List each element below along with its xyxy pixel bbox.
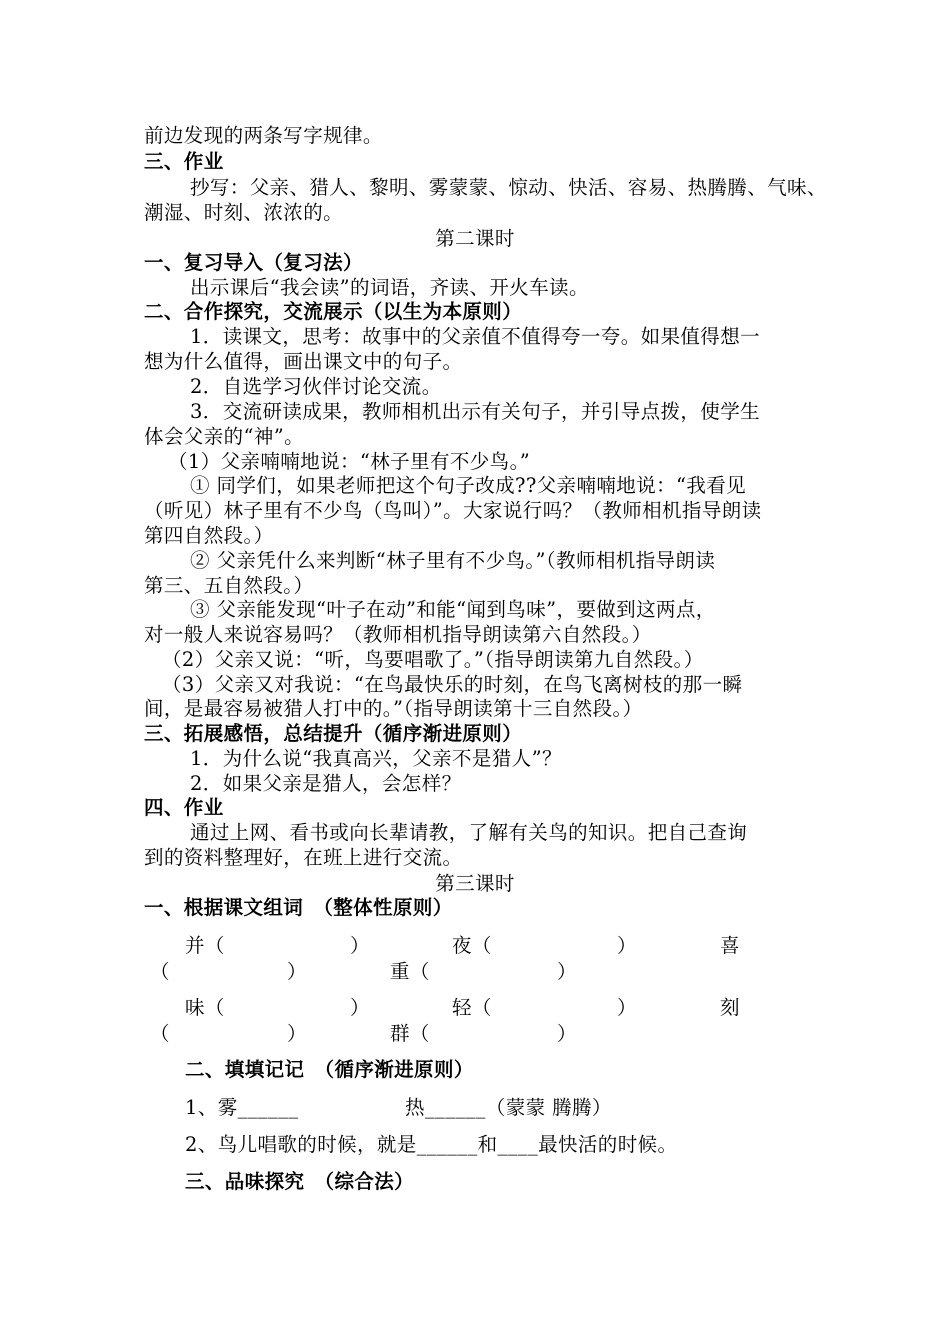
- section-heading: 二、合作探究，交流展示（以生为本原则）: [144, 300, 523, 323]
- text-line: ）: [287, 1022, 307, 1045]
- text-line: 轻（: [452, 996, 492, 1019]
- section-heading: 一、根据课文组词 （整体性原则）: [144, 896, 453, 919]
- text-line: 刻: [720, 996, 740, 1019]
- section-heading: 一、复习导入（复习法）: [144, 251, 363, 274]
- text-line: （2）父亲又说：“听，鸟要唱歌了。”（指导朗读第九自然段。）: [162, 648, 704, 671]
- text-line: ）: [557, 960, 577, 983]
- section-heading: 四、作业: [144, 796, 224, 819]
- text-line: 3．交流研读成果，教师相机出示有关句子，并引导点拨，使学生: [190, 400, 761, 423]
- text-line: 味（: [185, 996, 225, 1019]
- text-line: （: [150, 960, 170, 983]
- section-heading: 三、品味探究 （综合法）: [185, 1170, 415, 1193]
- text-line: ）: [617, 934, 637, 957]
- text-line: ① 同学们，如果老师把这个句子改成??父亲喃喃地说：“我看见: [190, 474, 747, 497]
- text-line: 潮湿、时刻、浓浓的。: [144, 201, 344, 224]
- text-line: 1．读课文，思考：故事中的父亲值不值得夸一夸。如果值得想一: [190, 325, 761, 348]
- text-line: 体会父亲的“神”。: [144, 425, 305, 448]
- text-line: 通过上网、看书或向长辈请教，了解有关鸟的知识。把自己查询: [190, 821, 748, 844]
- text-line: 第三、五自然段。）: [144, 574, 314, 597]
- text-line: 1、雾______: [185, 1096, 299, 1119]
- text-line: 2．如果父亲是猎人，会怎样？: [190, 772, 462, 795]
- text-line: 夜（: [452, 934, 492, 957]
- text-line: 间，是最容易被猎人打中的。”（指导朗读第十三自然段。）: [144, 697, 643, 720]
- text-line: （: [150, 1022, 170, 1045]
- text-line: ③ 父亲能发现“叶子在动”和能“闻到鸟味”，要做到这两点，: [190, 598, 716, 621]
- text-line: （3）父亲又对我说：“在鸟最快乐的时刻，在鸟飞离树枝的那一瞬: [162, 673, 743, 696]
- section-heading: 二、填填记记 （循序渐进原则）: [185, 1058, 474, 1081]
- text-line: ）: [617, 996, 637, 1019]
- section-heading: 三、拓展感悟，总结提升（循序渐进原则）: [144, 722, 523, 745]
- text-line: 对一般人来说容易吗？（教师相机指导朗读第六自然段。）: [144, 623, 652, 646]
- text-line: ）: [350, 996, 370, 1019]
- text-line: 前边发现的两条写字规律。: [144, 124, 383, 147]
- text-line: 1．为什么说“我真高兴，父亲不是猎人”？: [190, 747, 562, 770]
- text-line: 重（: [390, 960, 430, 983]
- text-line: （1）父亲喃喃地说：“林子里有不少鸟。”: [168, 450, 531, 473]
- text-line: ）: [287, 960, 307, 983]
- text-line: 2．自选学习伙伴讨论交流。: [190, 375, 442, 398]
- text-line: 出示课后“我会读”的词语，齐读、开火车读。: [190, 276, 589, 299]
- section-heading: 三、作业: [144, 150, 224, 173]
- text-line: 抄写：父亲、猎人、黎明、雾蒙蒙、惊动、快活、容易、热腾腾、气味、: [190, 176, 827, 199]
- text-line: 热______（蒙蒙 腾腾）: [405, 1096, 612, 1119]
- text-line: 第二课时: [435, 227, 515, 250]
- text-line: ）: [350, 934, 370, 957]
- text-line: 到的资料整理好，在班上进行交流。: [144, 846, 463, 869]
- text-line: 2、鸟儿唱歌的时候，就是______和____最快活的时候。: [185, 1133, 678, 1156]
- text-line: 并（: [185, 934, 225, 957]
- text-line: （听见）林子里有不少鸟（鸟叫）”。大家说行吗？（教师相机指导朗读: [144, 499, 762, 522]
- text-line: 喜: [720, 934, 740, 957]
- text-line: ② 父亲凭什么来判断“林子里有不少鸟。”（教师相机指导朗读: [190, 549, 716, 572]
- text-line: 想为什么值得，画出课文中的句子。: [144, 350, 463, 373]
- text-line: 群（: [390, 1022, 430, 1045]
- text-line: 第四自然段。）: [144, 524, 274, 547]
- text-line: 第三课时: [435, 872, 515, 895]
- text-line: ）: [557, 1022, 577, 1045]
